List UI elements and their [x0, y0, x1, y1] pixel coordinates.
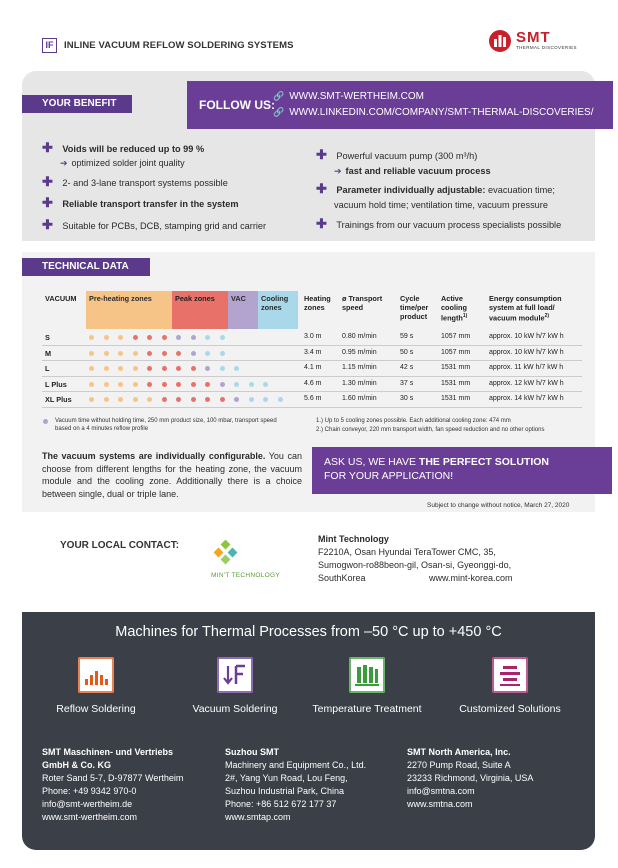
- ask-us-box: ASK US, WE HAVE THE PERFECT SOLUTION FOR YOUR APPLICATION!: [312, 447, 612, 494]
- zone-dot: [162, 397, 167, 402]
- benefit-item: ✚ Reliable transport transfer in the system: [42, 195, 239, 210]
- zone-dot: [176, 397, 181, 402]
- model-name: S: [45, 333, 50, 342]
- zone-dot: [162, 335, 167, 340]
- peak-zone-header: Peak zones: [172, 291, 228, 329]
- website-link[interactable]: 🔗 WWW.SMT-WERTHEIM.COM: [273, 91, 425, 102]
- zone-dot: [234, 366, 239, 371]
- arrow-right-icon: ➔: [334, 166, 342, 176]
- zone-dot: [220, 366, 225, 371]
- zone-dot: [162, 351, 167, 356]
- zone-dot: [89, 351, 94, 356]
- cycle-time-value: 59 s: [400, 333, 414, 340]
- zone-dot: [191, 397, 196, 402]
- zone-dot: [191, 351, 196, 356]
- smt-logo-text: SMT: [516, 29, 551, 46]
- zone-dot: [162, 366, 167, 371]
- row-separator: [42, 376, 582, 377]
- plus-icon: ✚: [42, 174, 53, 189]
- product-caption: Customized Solutions: [459, 703, 561, 715]
- zone-dot: [104, 335, 109, 340]
- zone-dot: [147, 366, 152, 371]
- zone-dot: [249, 382, 254, 387]
- cycle-time-value: 50 s: [400, 348, 414, 356]
- zone-dot: [205, 366, 210, 371]
- follow-us-box: [187, 81, 613, 129]
- arrow-right-icon: ➔: [60, 158, 68, 168]
- zone-dot: [118, 397, 123, 402]
- transport-speed-value: 1.30 m/min: [342, 379, 377, 387]
- zone-dot: [220, 397, 225, 402]
- zone-dot: [220, 335, 225, 340]
- cooling-length-value: 1531 mm: [441, 395, 471, 402]
- linkedin-link[interactable]: 🔗 WWW.LINKEDIN.COM/COMPANY/SMT-THERMAL-DISCOVERIES/: [273, 107, 594, 118]
- row-separator: [42, 360, 582, 361]
- zone-dot: [147, 397, 152, 402]
- vac-zone-header: VAC: [228, 291, 258, 329]
- zone-dot: [89, 397, 94, 402]
- customized-solutions-icon: [492, 657, 528, 693]
- contact-company: Mint Technology: [318, 534, 389, 544]
- zone-dot: [89, 366, 94, 371]
- plus-icon: ✚: [316, 216, 327, 231]
- model-name: L Plus: [45, 379, 67, 389]
- cooling-length-column-header: Active cooling length$^{1)}$: [441, 294, 468, 323]
- energy-value: approx. 10 kW h/7 kW h: [489, 348, 564, 356]
- zone-dot: [220, 351, 225, 356]
- footer-title: Machines for Thermal Processes from –50 °C up to +450 °C: [115, 624, 502, 640]
- zone-dot: [191, 335, 196, 340]
- energy-column-header: Energy consumption system at full load/ vacuum module$^{2)}$: [489, 294, 562, 323]
- energy-value: approx. 14 kW h/7 kW h: [489, 395, 564, 402]
- transport-speed-value: 0.95 m/min: [342, 348, 377, 356]
- heating-zone-value: 3.4 m: [304, 348, 322, 356]
- zone-dot: [147, 351, 152, 356]
- contact-address-line: Sumogwon-ro88beon-gil, Osan-si, Gyeonggi-do,: [318, 560, 512, 570]
- benefit-item: ✚ 2- and 3-lane transport systems possible: [42, 174, 228, 189]
- zone-dot: [234, 397, 239, 402]
- benefit-item: ✚ Powerful vacuum pump (300 m³/h) ➔ fast and reliable vacuum process: [316, 147, 491, 176]
- zone-dot: [176, 335, 181, 340]
- heating-zone-value: 5.6 m: [304, 395, 322, 402]
- link-icon: 🔗: [273, 107, 285, 117]
- benefit-item: ✚ Voids will be reduced up to 99 % ➔ optimized solder joint quality: [42, 140, 205, 168]
- zone-dot: [104, 397, 109, 402]
- technical-data-label: TECHNICAL DATA: [22, 258, 150, 276]
- footnote-1: 1.) Up to 5 cooling zones possible. Each additional cooling zone: 474 mm: [316, 418, 511, 424]
- reflow-soldering-icon: [78, 657, 114, 693]
- model-name: M: [45, 348, 52, 358]
- zone-dot: [147, 382, 152, 387]
- zone-dot: [263, 397, 268, 402]
- footer-panel: [22, 612, 595, 850]
- vac-legend-dot: [43, 419, 48, 424]
- benefit-label: YOUR BENEFIT: [22, 95, 132, 113]
- zone-dot: [191, 382, 196, 387]
- zone-dot: [133, 366, 138, 371]
- cycle-column-header: Cycle time/per product: [400, 294, 429, 321]
- subject-to-change-note: Subject to change without notice, March 27, 2020: [427, 502, 570, 509]
- transport-speed-value: 1.15 m/min: [342, 364, 377, 371]
- zone-dot: [118, 351, 123, 356]
- benefit-item: ✚ Suitable for PCBs, DCB, stamping grid and carrier: [42, 217, 267, 232]
- cooling-zone-header: Cooling zones: [258, 291, 298, 329]
- zone-dot: [118, 382, 123, 387]
- vacuum-time-note: Vacuum time without holding time, 250 mm product size, 100 mbar, transport speed based on a 4 minutes reflow profile: [55, 418, 277, 432]
- address-china: Suzhou SMT Machinery and Equipment Co., Ltd. 2#, Yang Yun Road, Lou Feng, Suzhou Industrial Park, China Phone: +86 512 672 177 37 www.smtap.com: [225, 747, 367, 822]
- product-caption: Temperature Treatment: [312, 703, 422, 715]
- cycle-time-value: 37 s: [400, 379, 414, 387]
- link-icon: 🔗: [273, 91, 285, 101]
- document-title: INLINE VACUUM REFLOW SOLDERING SYSTEMS: [64, 40, 294, 51]
- vacuum-soldering-icon: [217, 657, 253, 693]
- contact-website[interactable]: www.mint-korea.com: [429, 573, 513, 583]
- mint-technology-logo-text: MIN'T TECHNOLOGY: [211, 572, 281, 579]
- vacuum-soldering-icon: IF: [42, 38, 57, 53]
- address-germany: SMT Maschinen- und Vertriebs GmbH & Co. KG Roter Sand 5-7, D-97877 Wertheim Phone: +49 9342 970-0 info@smt-wertheim.de www.smt-wertheim.com: [42, 747, 184, 822]
- mint-technology-logo-icon: [211, 540, 241, 568]
- zone-dot: [89, 382, 94, 387]
- vacuum-column-header: VACUUM: [45, 294, 77, 303]
- row-separator: [42, 391, 582, 392]
- product-caption: Reflow Soldering: [56, 703, 136, 715]
- zone-dot: [205, 351, 210, 356]
- row-separator: [42, 345, 582, 346]
- smt-logo-subtitle: THERMAL DISCOVERIES: [516, 45, 577, 50]
- zone-dot: [205, 397, 210, 402]
- zone-dot: [162, 382, 167, 387]
- zone-dot: [176, 382, 181, 387]
- zone-dot: [249, 397, 254, 402]
- smt-logo-icon: [489, 30, 511, 52]
- zone-dot: [191, 366, 196, 371]
- zone-dot: [104, 366, 109, 371]
- local-contact-title: YOUR LOCAL CONTACT:: [60, 540, 180, 551]
- configuration-paragraph: The vacuum systems are individually configurable. You can choose from different lengths for the heating zone, the vacuum module and the cooling zone. Additionally there is a choice between single, dual or triple lane.: [42, 451, 302, 499]
- contact-address-line: SouthKorea: [318, 573, 366, 583]
- zone-dot: [118, 366, 123, 371]
- benefit-item: ✚ Parameter individually adjustable: evacuation time; vacuum hold time; ventilation time, vacuum pressure: [316, 181, 555, 210]
- energy-value: approx. 12 kW h/7 kW h: [489, 379, 564, 387]
- energy-value: approx. 11 kW h/7 kW h: [489, 364, 564, 371]
- model-name: XL Plus: [45, 395, 72, 404]
- cycle-time-value: 30 s: [400, 395, 414, 402]
- transport-speed-value: 0.80 m/min: [342, 333, 377, 340]
- zone-dot: [205, 382, 210, 387]
- row-separator: [42, 407, 582, 408]
- zone-dot: [176, 351, 181, 356]
- zone-dot: [176, 366, 181, 371]
- transport-speed-value: 1.60 m/min: [342, 395, 377, 402]
- temperature-treatment-icon: [349, 657, 385, 693]
- cooling-length-value: 1531 mm: [441, 379, 471, 387]
- cycle-time-value: 42 s: [400, 364, 414, 371]
- address-usa: SMT North America, Inc. 2270 Pump Road, Suite A 23233 Richmond, Virginia, USA info@smtna.com www.smtna.com: [407, 747, 534, 809]
- zone-dot: [133, 351, 138, 356]
- plus-icon: ✚: [316, 147, 327, 162]
- zone-dot: [89, 335, 94, 340]
- energy-value: approx. 10 kW h/7 kW h: [489, 333, 564, 340]
- model-name: L: [45, 364, 50, 373]
- cooling-length-value: 1057 mm: [441, 348, 471, 356]
- heating-zone-value: 3.0 m: [304, 333, 322, 340]
- zone-dot: [133, 382, 138, 387]
- heating-zone-value: 4.6 m: [304, 379, 322, 387]
- zone-dot: [147, 335, 152, 340]
- plus-icon: ✚: [316, 181, 327, 196]
- zone-dot: [133, 397, 138, 402]
- plus-icon: ✚: [42, 217, 53, 232]
- zone-dot: [263, 382, 268, 387]
- zone-dot: [133, 335, 138, 340]
- preheat-zone-header: Pre-heating zones: [86, 291, 172, 329]
- zone-dot: [234, 382, 239, 387]
- footnote-2: 2.) Chain conveyor, 220 mm transport width, fan speed reduction and no other options: [316, 427, 545, 433]
- contact-address-line: F2210A, Osan Hyundai TeraTower CMC, 35,: [318, 547, 496, 557]
- heating-column-header: Heating zones: [304, 294, 331, 312]
- follow-us-label: FOLLOW US:: [199, 98, 275, 112]
- zone-dot: [104, 351, 109, 356]
- zone-dot: [205, 335, 210, 340]
- zone-dot: [278, 397, 283, 402]
- cooling-length-value: 1057 mm: [441, 333, 471, 340]
- speed-column-header: ø Transport speed: [342, 294, 383, 312]
- heating-zone-value: 4.1 m: [304, 364, 322, 371]
- zone-dot: [220, 382, 225, 387]
- cooling-length-value: 1531 mm: [441, 364, 471, 371]
- product-caption: Vacuum Soldering: [192, 703, 278, 715]
- benefit-item: ✚ Trainings from our vacuum process specialists possible: [316, 216, 562, 231]
- plus-icon: ✚: [42, 140, 53, 155]
- zone-dot: [118, 335, 123, 340]
- plus-icon: ✚: [42, 195, 53, 210]
- zone-dot: [104, 382, 109, 387]
